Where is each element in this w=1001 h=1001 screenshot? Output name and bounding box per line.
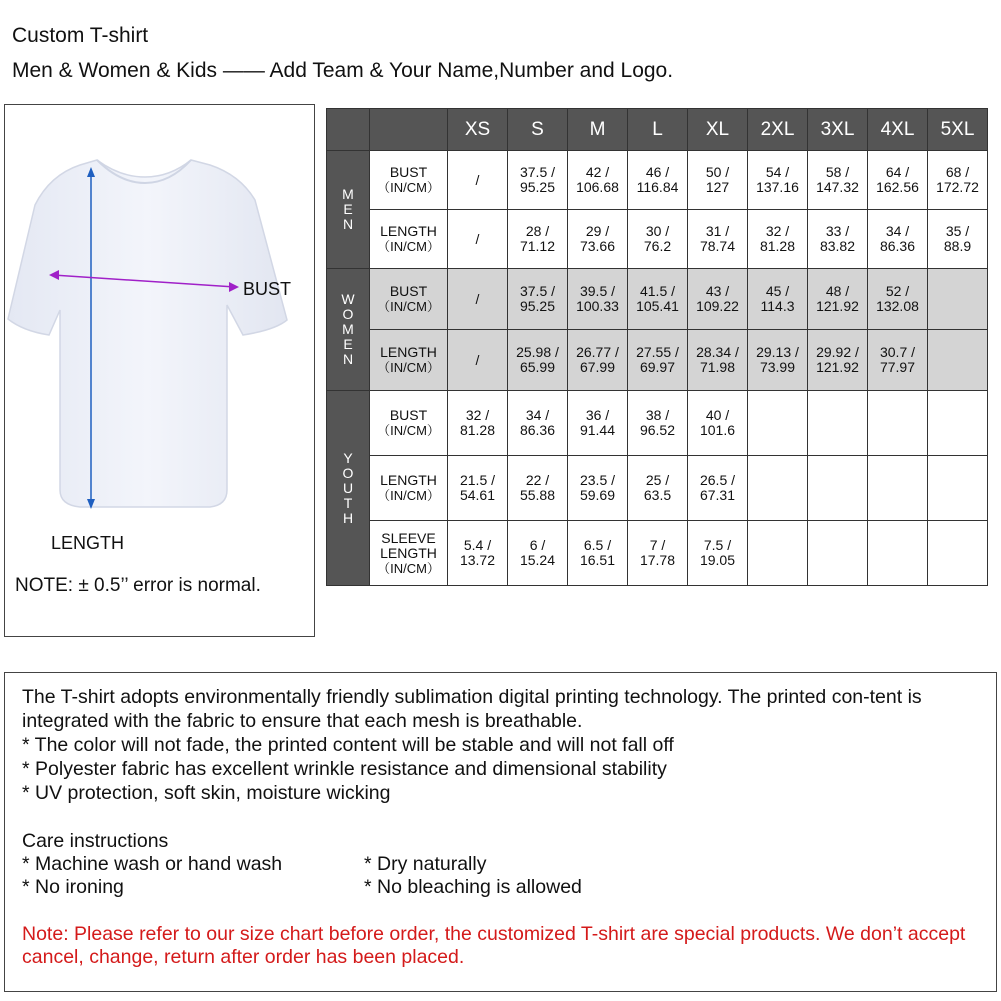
table-cell: 45 / 114.3 (748, 269, 808, 330)
table-cell (748, 456, 808, 521)
table-cell (928, 456, 988, 521)
measure-name: LENGTH (380, 344, 437, 360)
length-label: LENGTH (51, 533, 125, 553)
bust-label: BUST (243, 279, 292, 299)
table-cell: 52 / 132.08 (868, 269, 928, 330)
table-row (327, 456, 988, 521)
table-cell (808, 456, 868, 521)
table-cell: 27.55 / 69.97 (628, 330, 688, 391)
table-cell (928, 269, 988, 330)
table-cell: / (448, 269, 508, 330)
measure-label (370, 269, 448, 330)
table-cell: 31 / 78.74 (688, 210, 748, 269)
table-cell: 21.5 / 54.61 (448, 456, 508, 521)
size-header: XS (448, 109, 508, 151)
table-cell: 32 / 81.28 (448, 391, 508, 456)
table-cell (808, 391, 868, 456)
table-cell: / (448, 151, 508, 210)
size-header: 4XL (868, 109, 928, 151)
size-header: M (568, 109, 628, 151)
corner-cell (370, 109, 448, 151)
table-cell: / (448, 330, 508, 391)
measure-unit: （IN/CM） (377, 360, 440, 375)
table-row (327, 521, 988, 586)
table-cell: 6.5 / 16.51 (568, 521, 628, 586)
measure-name: LENGTH (380, 472, 437, 488)
table-cell (748, 391, 808, 456)
table-cell: 34 / 86.36 (508, 391, 568, 456)
table-row (327, 330, 988, 391)
measure-name: BUST (389, 283, 428, 299)
size-header: 5XL (928, 109, 988, 151)
measure-label (370, 456, 448, 521)
care-item: * No ironing (22, 876, 124, 898)
table-row (327, 151, 988, 210)
measure-name: SLEEVE LENGTH (380, 529, 437, 561)
table-cell: 32 / 81.28 (748, 210, 808, 269)
measure-label (370, 521, 448, 586)
table-cell (748, 521, 808, 586)
intro-text: The T-shirt adopts environmentally friendly sublimation digital printing technology. The printed con-tent is integrated with the fabric to ensure that each mesh is breathable. (22, 686, 922, 732)
table-row (327, 391, 988, 456)
measure-unit: （IN/CM） (377, 299, 440, 314)
group-name: W O M E N (341, 291, 355, 367)
table-cell: 64 / 162.56 (868, 151, 928, 210)
table-cell: 29.92 / 121.92 (808, 330, 868, 391)
table-cell: 37.5 / 95.25 (508, 151, 568, 210)
table-cell: 68 / 172.72 (928, 151, 988, 210)
product-info-box (4, 672, 997, 992)
table-cell: 42 / 106.68 (568, 151, 628, 210)
size-header: S (508, 109, 568, 151)
table-cell: 26.77 / 67.99 (568, 330, 628, 391)
measure-name: BUST (389, 164, 428, 180)
size-chart-table (326, 108, 988, 586)
table-cell: / (448, 210, 508, 269)
feature-bullet: * Polyester fabric has excellent wrinkle resistance and dimensional stability (22, 758, 667, 780)
tshirt-figure (4, 104, 315, 637)
table-cell: 48 / 121.92 (808, 269, 868, 330)
table-cell: 7.5 / 19.05 (688, 521, 748, 586)
table-cell (868, 521, 928, 586)
measure-unit: （IN/CM） (377, 488, 440, 503)
size-header-row (327, 109, 988, 151)
table-cell: 23.5 / 59.69 (568, 456, 628, 521)
table-cell: 39.5 / 100.33 (568, 269, 628, 330)
care-title: Care instructions (22, 830, 169, 852)
size-header: 3XL (808, 109, 868, 151)
table-cell: 25 / 63.5 (628, 456, 688, 521)
feature-bullet: * The color will not fade, the printed content will be stable and will not fall off (22, 734, 674, 756)
error-note: NOTE: ± 0.5’’ error is normal. (15, 575, 261, 596)
group-label (327, 151, 370, 269)
table-row (327, 210, 988, 269)
page-subtitle: Men & Women & Kids —— Add Team & Your Name,Number and Logo. (12, 59, 674, 82)
tshirt-illustration (5, 105, 316, 638)
table-cell: 43 / 109.22 (688, 269, 748, 330)
tshirt-shape (8, 160, 287, 507)
table-row (327, 269, 988, 330)
measure-name: BUST (389, 407, 428, 423)
table-cell: 33 / 83.82 (808, 210, 868, 269)
table-cell (868, 456, 928, 521)
corner-cell (327, 109, 370, 151)
table-cell: 5.4 / 13.72 (448, 521, 508, 586)
table-cell: 28 / 71.12 (508, 210, 568, 269)
table-cell: 7 / 17.78 (628, 521, 688, 586)
measure-unit: （IN/CM） (377, 180, 440, 195)
measure-label (370, 330, 448, 391)
table-cell: 40 / 101.6 (688, 391, 748, 456)
table-cell: 37.5 / 95.25 (508, 269, 568, 330)
table-cell: 29.13 / 73.99 (748, 330, 808, 391)
table-cell: 34 / 86.36 (868, 210, 928, 269)
feature-bullet: * UV protection, soft skin, moisture wicking (22, 782, 391, 804)
group-label (327, 269, 370, 391)
table-cell: 41.5 / 105.41 (628, 269, 688, 330)
care-column-right (364, 853, 582, 899)
size-header: 2XL (748, 109, 808, 151)
measure-unit: （IN/CM） (377, 423, 440, 438)
measure-unit: （IN/CM） (377, 239, 440, 254)
care-column-left (22, 853, 282, 899)
size-header: XL (688, 109, 748, 151)
measure-unit: （IN/CM） (377, 560, 440, 576)
table-cell (868, 391, 928, 456)
table-cell (808, 521, 868, 586)
table-cell (928, 391, 988, 456)
table-cell: 50 / 127 (688, 151, 748, 210)
table-cell: 26.5 / 67.31 (688, 456, 748, 521)
measure-label (370, 391, 448, 456)
table-cell: 6 / 15.24 (508, 521, 568, 586)
measure-label (370, 151, 448, 210)
table-cell: 25.98 / 65.99 (508, 330, 568, 391)
care-item: * Dry naturally (364, 853, 487, 875)
table-cell: 28.34 / 71.98 (688, 330, 748, 391)
table-cell: 30 / 76.2 (628, 210, 688, 269)
table-cell: 35 / 88.9 (928, 210, 988, 269)
group-label (327, 391, 370, 586)
table-cell (928, 521, 988, 586)
table-cell: 30.7 / 77.97 (868, 330, 928, 391)
size-header: L (628, 109, 688, 151)
measure-name: LENGTH (380, 223, 437, 239)
table-cell: 22 / 55.88 (508, 456, 568, 521)
table-cell: 29 / 73.66 (568, 210, 628, 269)
measure-label (370, 210, 448, 269)
group-name: Y O U T H (342, 449, 354, 526)
table-cell: 54 / 137.16 (748, 151, 808, 210)
page-title: Custom T-shirt (12, 24, 149, 47)
table-cell: 38 / 96.52 (628, 391, 688, 456)
table-cell: 58 / 147.32 (808, 151, 868, 210)
product-description (22, 685, 987, 805)
table-cell: 46 / 116.84 (628, 151, 688, 210)
group-name: M E N (342, 186, 354, 232)
care-item: * Machine wash or hand wash (22, 853, 283, 875)
table-cell (928, 330, 988, 391)
order-note: Note: Please refer to our size chart before order, the customized T-shirt are special products. We don’t accept cancel, change, return after order has been placed. (22, 923, 966, 968)
table-cell: 36 / 91.44 (568, 391, 628, 456)
care-item: * No bleaching is allowed (364, 876, 582, 898)
